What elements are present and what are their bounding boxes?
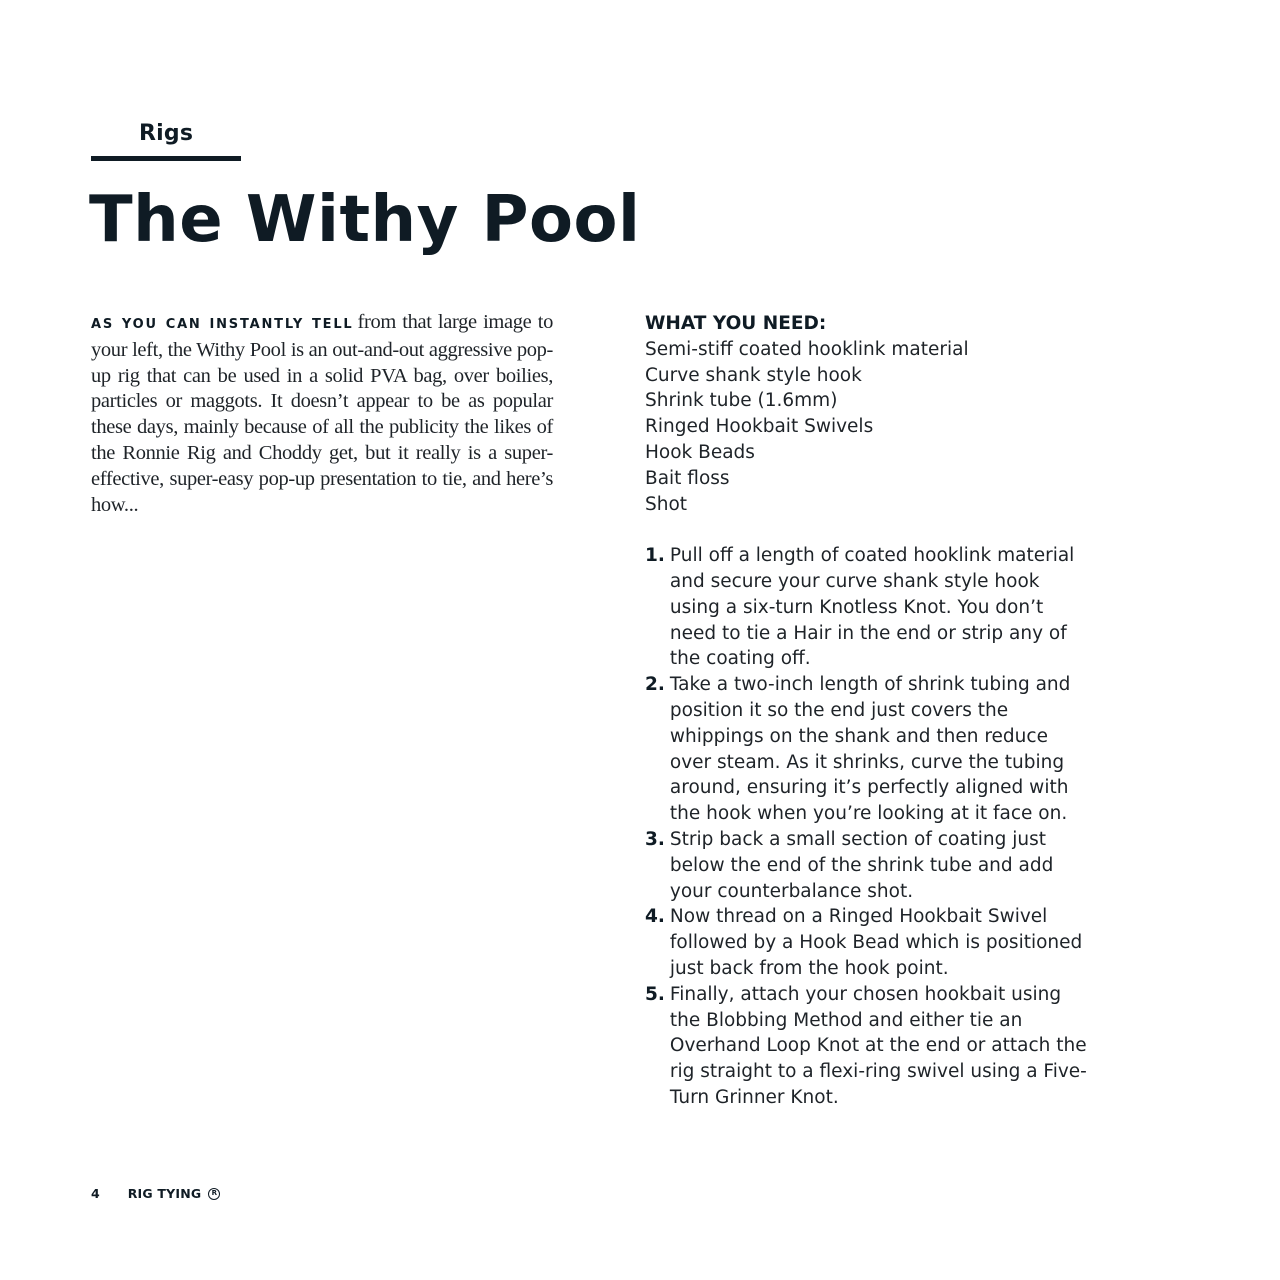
step-text: Strip back a small section of coating just below the end of the shrink tube and add your counterbalance shot.: [669, 828, 1054, 902]
step-number: 4.: [645, 906, 665, 928]
step-number: 1.: [645, 545, 665, 567]
running-title: RIG TYING: [127, 1186, 202, 1201]
page-title: The Withy Pool: [89, 183, 641, 257]
instructions-column: [645, 311, 1090, 1111]
step-item: [645, 672, 1090, 827]
step-item: [645, 904, 1090, 981]
list-item: Bait floss: [645, 467, 730, 489]
list-item: Ringed Hookbait Swivels: [645, 416, 874, 438]
step-text: Pull off a length of coated hooklink material and secure your curve shank style hook using a six-turn Knotless Knot. You don’t need to tie a Hair in the end or strip any of the coating off.: [669, 545, 1075, 670]
intro-lead-in: AS YOU CAN INSTANTLY TELL: [91, 317, 354, 332]
list-item: Shot: [645, 493, 688, 515]
list-item: Semi-stiff coated hooklink material: [645, 338, 969, 360]
page-number: 4: [91, 1186, 100, 1201]
list-item: Shrink tube (1.6mm): [645, 390, 838, 412]
step-item: [645, 827, 1090, 904]
registered-mark-icon: R: [208, 1188, 220, 1200]
step-number: 5.: [645, 983, 665, 1005]
step-number: 3.: [645, 828, 665, 850]
step-text: Now thread on a Ringed Hookbait Swivel followed by a Hook Bead which is positioned just back from the hook point.: [669, 906, 1083, 979]
what-you-need-list: [645, 337, 1090, 518]
step-text: Take a two-inch length of shrink tubing and position it so the end just covers the whippings on the shank and then reduce over steam. As it shrinks, curve the tubing around, ensuring it’s perfectly aligned with the hook when you’re looking at it face on.: [669, 674, 1071, 825]
section-rule: [91, 156, 241, 161]
step-text: Finally, attach your chosen hookbait using the Blobbing Method and either tie an Overhand Loop Knot at the end or attach the rig straight to a flexi-ring swivel using a Five-Turn Grinner Knot.: [669, 983, 1087, 1108]
step-item: [645, 543, 1090, 672]
list-item: Curve shank style hook: [645, 364, 862, 386]
step-number: 2.: [645, 674, 665, 696]
steps-list: [645, 543, 1090, 1111]
page-footer: [91, 1186, 220, 1201]
section-label: Rigs: [139, 121, 194, 146]
what-you-need-heading: WHAT YOU NEED:: [645, 313, 827, 334]
step-item: [645, 982, 1090, 1111]
list-item: Hook Beads: [645, 441, 755, 463]
intro-paragraph: [91, 310, 553, 518]
intro-body: from that large image to your left, the Withy Pool is an out-and-out aggressive pop-up rig that can be used in a solid PVA bag, over boilies, particles or maggots. It doesn’t appear to be as popular these days, mainly because of all the publicity the likes of the Ronnie Rig and Choddy get, but it really is a super-effective, super-easy pop-up presentation to tie, and here’s how...: [91, 311, 553, 516]
